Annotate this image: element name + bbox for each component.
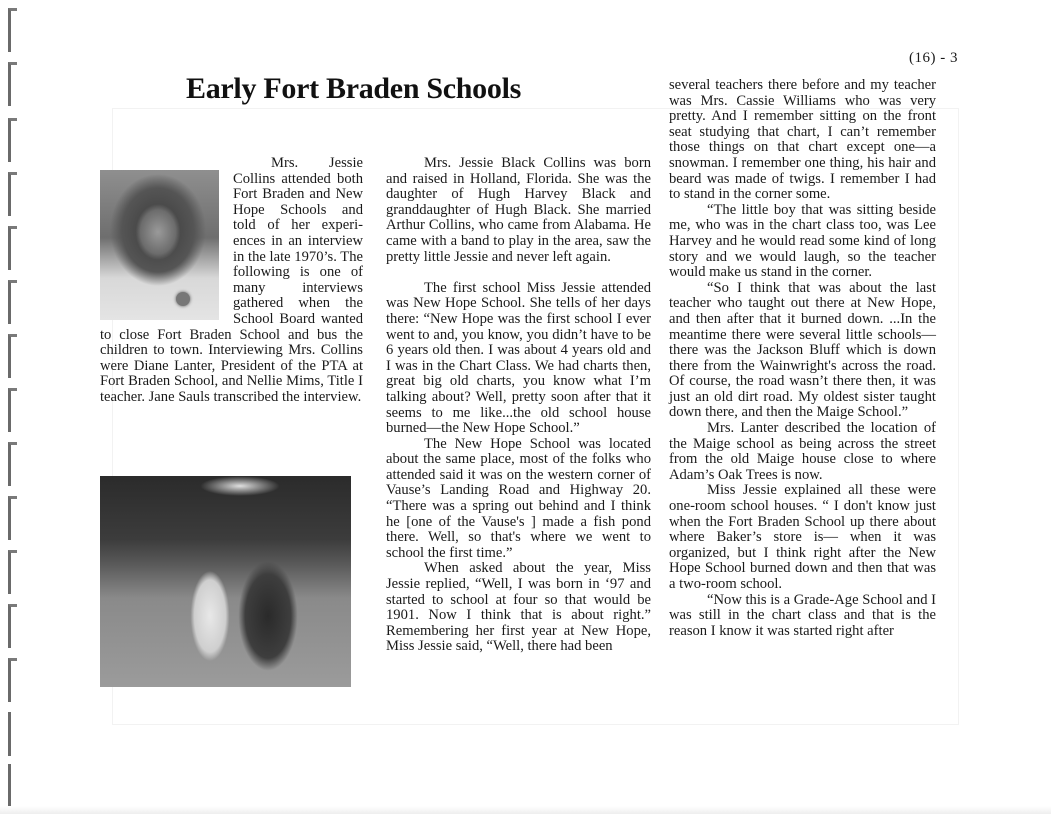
paragraph: The New Hope School was located about the same place, most of the folks who attended said it was on the western corner of Vause’s Landing Road and Highway 20. “There was a spring out behind and I think he [one of the Vause's ] made a fish pond there. Well, so that's where we went to school the first time.” <box>386 435 651 561</box>
column-middle <box>386 156 651 655</box>
binding-ring <box>8 604 17 648</box>
flower-detail <box>176 292 190 306</box>
intro-paragraph: Mrs. Jessie Collins attended both Fort Braden and New Hope Schools and told of her experiences in an interview in the late 1970’s. The following is one of many interviews gathered when the School Board wanted to close Fort Braden School and bus the children to town. Interviewing Mrs. Collins were Diane Lanter, President of the PTA at Fort Braden School, and Nellie Mims, Title I teacher. Jane Sauls transcribed the interview. <box>100 155 363 405</box>
binding-ring <box>8 118 17 162</box>
sky-highlight <box>200 476 280 496</box>
paragraph: The first school Miss Jessie attended was New Hope School. She tells of her days there: “New Hope was the first school I ever went to and, you know, you didn’t have to be 6 years old then. I was about 4 years old and I was in the Chart Class. We had charts then, great big old charts, you know what I’m talking about? Well, pretty soon after that it seems to me like...the old school house burned—the New Hope School.” <box>386 279 651 437</box>
binding-ring <box>8 442 17 486</box>
binding-ring <box>8 388 17 432</box>
page-edge <box>0 806 1051 814</box>
binding-ring <box>8 712 17 756</box>
binding-ring <box>8 62 17 106</box>
binding-ring <box>8 172 17 216</box>
binding-ring <box>8 334 17 378</box>
binding-ring <box>8 550 17 594</box>
binding-ring <box>8 764 17 808</box>
binding-ring <box>8 226 17 270</box>
column-intro <box>100 156 363 406</box>
page-title: Early Fort Braden Schools <box>186 72 521 105</box>
binding-ring <box>8 658 17 702</box>
portrait-photo <box>100 170 219 320</box>
binding-ring <box>8 496 17 540</box>
paragraph: Mrs. Lanter described the location of the Maige school as being across the street from the old Maige house close to where Adam’s Oak Trees is now. <box>669 420 936 483</box>
paragraph: “Now this is a Grade-Age School and I was still in the chart class and that is the reason I know it was started right after <box>669 591 936 639</box>
couple-photo <box>100 476 351 687</box>
binding-ring <box>8 280 17 324</box>
paragraph: Mrs. Jessie Black Collins was born and raised in Holland, Florida. She was the daughter of Hugh Harvey Black and granddaughter of Hugh Black. She married Arthur Collins, who came from Alabama. He came with a band to play in the area, saw the pretty little Jessie and never left again. <box>386 155 651 265</box>
paragraph: “The little boy that was sitting beside me, who was in the chart class too, was Lee Harvey and he would read some kind of long story and we would laugh, so the teacher would make us stand in the corner. <box>669 201 936 281</box>
paragraph: Miss Jessie explained all these were one-room school houses. “ I don't know just when the Fort Braden School up there about where Baker’s store is— when it was organized, but I think right after the New Hope School burned down and then that was a two-room school. <box>669 482 936 592</box>
page-number: (16) - 3 <box>909 50 958 66</box>
binding-ring <box>8 8 17 52</box>
paragraph: “So I think that was about the last teacher who taught out there at New Hope, and then after that it burned down. ...In the meantime there were several little schools—there was the Jackson Bluff which is down there from the Wainwright's across the road. Of course, the road wasn’t there then, it was just an old dirt road. My oldest sister taught down there, and then the Maige School.” <box>669 279 936 421</box>
paragraph: several teachers there before and my teacher was Mrs. Cassie Williams who was very pretty. And I remember sitting on the front seat studying that chart, I can’t remember those things on that chart except one—a snowman. I remember one thing, his hair and beard was made of twigs. I remember I had to stand in the corner some. <box>669 77 936 203</box>
paragraph: When asked about the year, Miss Jessie replied, “Well, I was born in ‘97 and started to school at four so that would be 1901. Now I think that is about right.” Remembering her first year at New Hope, Miss Jessie said, “Well, there had been <box>386 560 651 655</box>
column-right <box>669 78 936 639</box>
spiral-binding <box>8 0 24 814</box>
